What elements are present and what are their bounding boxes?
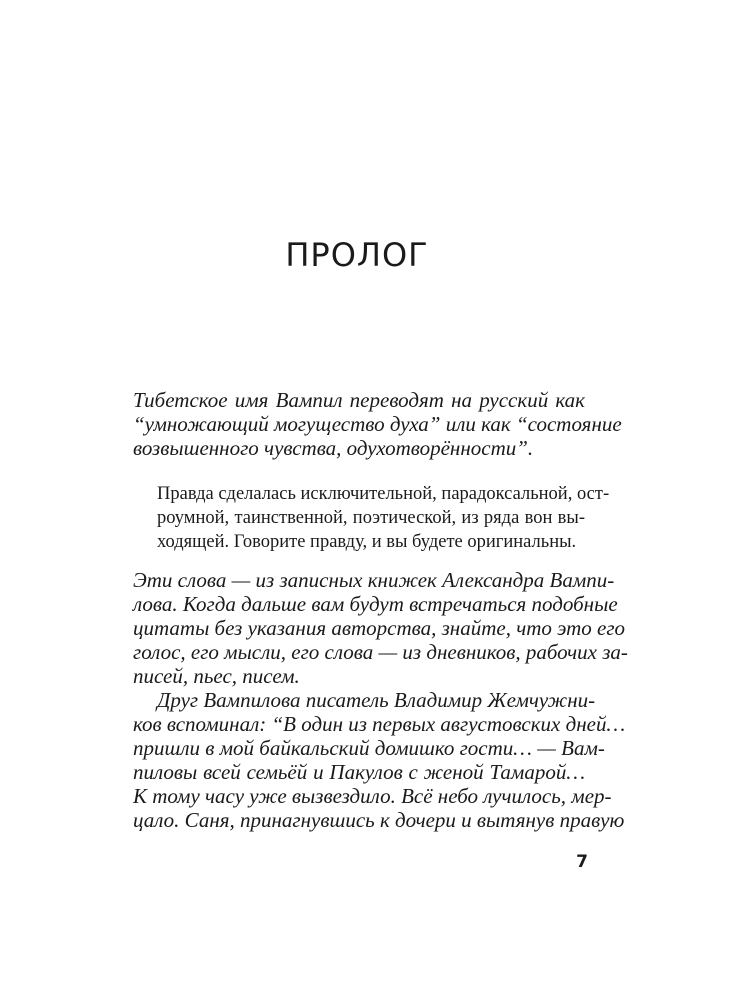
text-line: возвышенного чувства, одухотворённости”. bbox=[133, 436, 534, 460]
text-line: писей, пьес, писем. bbox=[133, 664, 300, 688]
text-line: Друг Вампилова писатель Владимир Жемчужни- bbox=[157, 688, 596, 712]
text-line: Правда сделалась исключительной, парадоксальной, ост- bbox=[157, 484, 610, 504]
page-number: 7 bbox=[576, 852, 588, 872]
text-line: ходящей. Говорите правду, и вы будете оригинальны. bbox=[157, 532, 577, 552]
text-line: К тому часу уже вызвездило. Всё небо лучилось, мер- bbox=[133, 784, 612, 808]
text-line: цитаты без указания авторства, знайте, что это его bbox=[133, 616, 626, 640]
text-line: Эти слова — из записных книжек Александра Вампи- bbox=[133, 568, 615, 592]
text-line: ков вспоминал: “В один из первых августовских дней… bbox=[133, 712, 626, 736]
epigraph-quote bbox=[157, 482, 610, 554]
text-line: цало. Саня, принагнувшись к дочери и вытянув правую bbox=[133, 808, 625, 832]
intro-paragraph bbox=[133, 388, 622, 460]
text-line: Тибетское имя Вампил переводят на русский как bbox=[133, 388, 585, 412]
body-text bbox=[133, 568, 628, 832]
text-line: голос, его мысли, его слова — из дневников, рабочих за- bbox=[133, 640, 628, 664]
text-line: лова. Когда дальше вам будут встречаться подобные bbox=[133, 592, 618, 616]
text-line: роумной, таинственной, поэтической, из ряда вон вы- bbox=[157, 508, 585, 528]
chapter-title: ПРОЛОГ bbox=[285, 236, 429, 274]
text-line: пришли в мой байкальский домишко гости… — Вам- bbox=[133, 736, 605, 760]
text-line: пиловы всей семьёй и Пакулов с женой Тамарой… bbox=[133, 760, 585, 784]
text-line: “умножающий могущество духа” или как “состояние bbox=[133, 412, 622, 436]
